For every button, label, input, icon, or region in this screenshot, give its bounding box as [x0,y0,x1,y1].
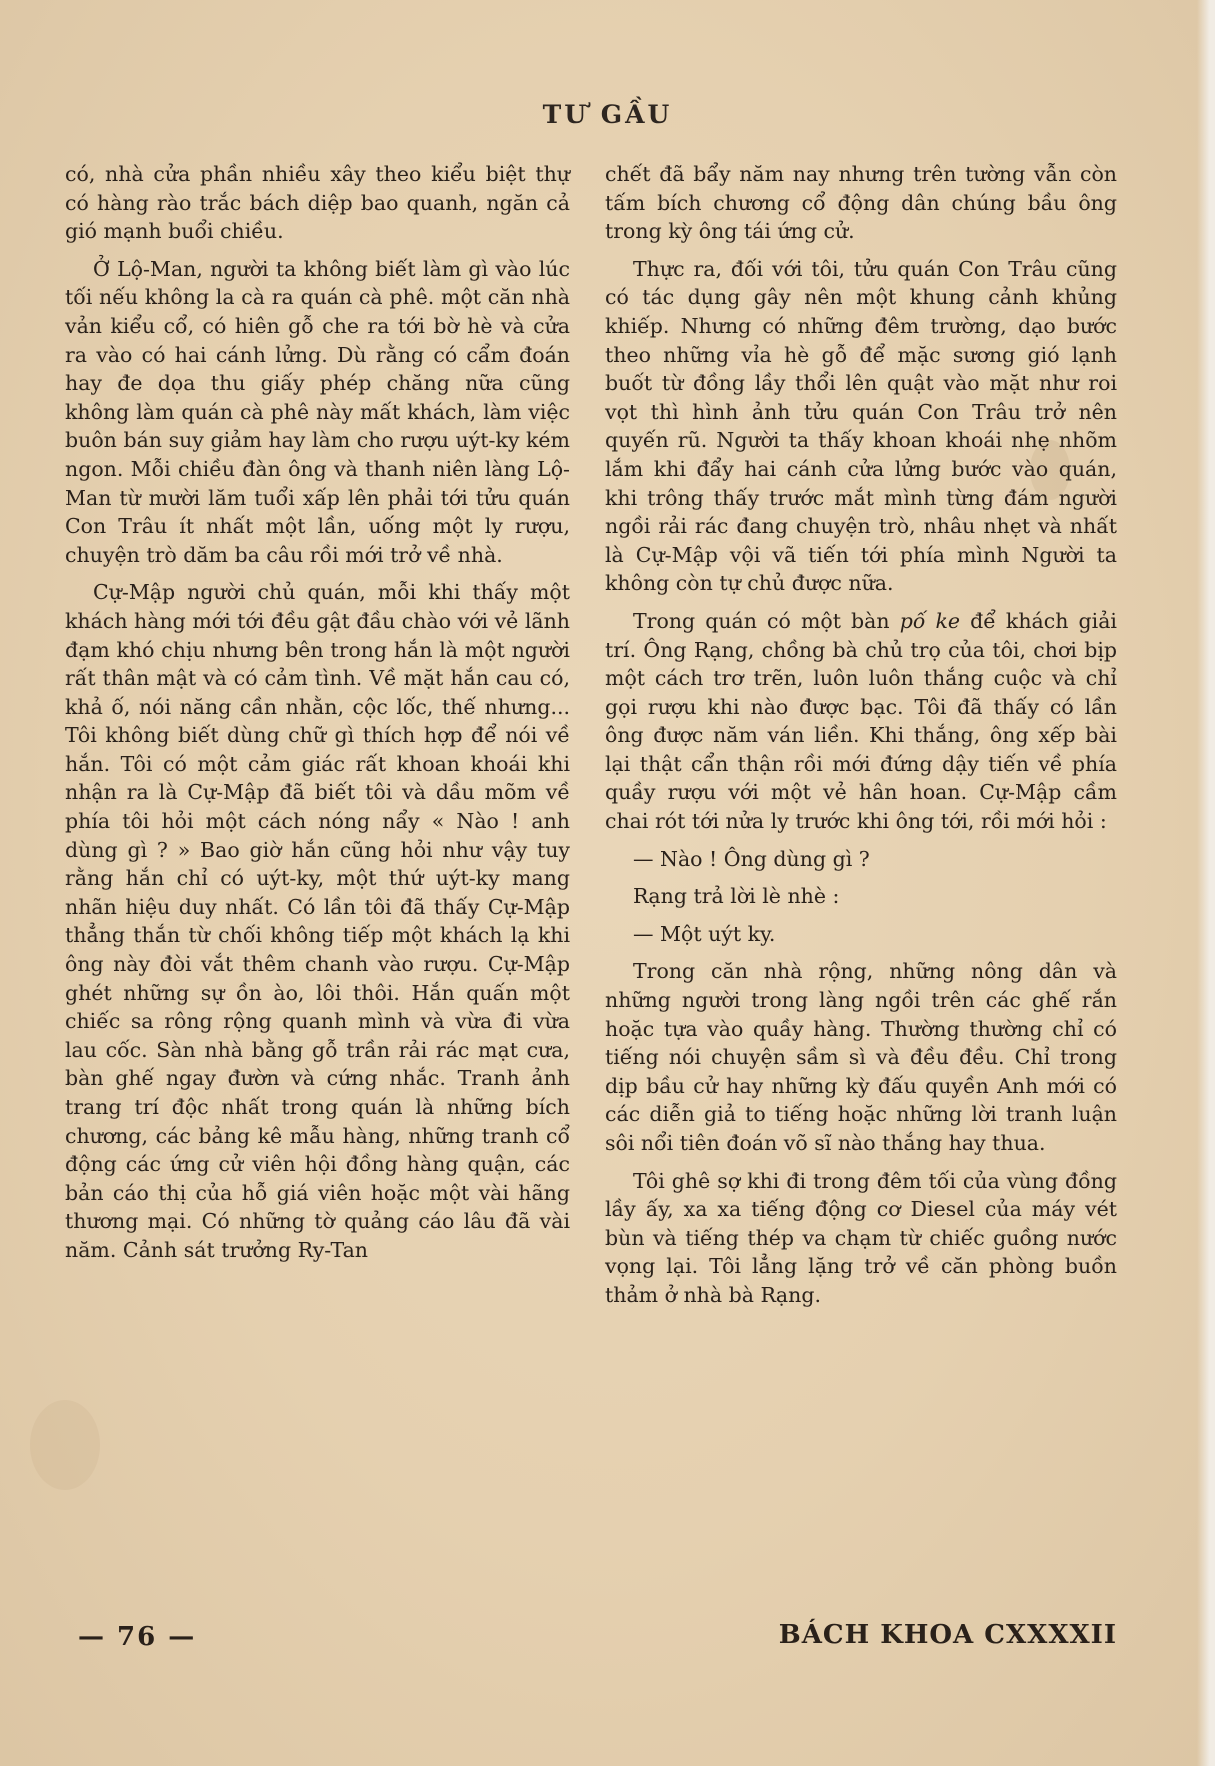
paragraph: Thực ra, đối với tôi, tửu quán Con Trâu cũng có tác dụng gây nên một khung cảnh khủng khiếp. Nhưng có những đêm trường, dạo bước theo những vỉa hè gỗ để mặc sương gió lạnh buốt từ đồng lầy thổi lên quật vào mặt như roi vọt thì hình ảnh tửu quán Con Trâu trở nên quyến rũ. Người ta thấy khoan khoái nhẹ nhõm lắm khi đẩy hai cánh cửa lửng bước vào quán, khi trông thấy trước mắt mình từng đám người ngồi rải rác đang chuyện trò, nhâu nhẹt và nhất là Cự-Mập vội vã tiến tới phía mình Người ta không còn tự chủ được nữa. [605,256,1117,596]
right-column [605,160,1117,1319]
paragraph: Tôi ghê sợ khi đi trong đêm tối của vùng đồng lầy ấy, xa xa tiếng động cơ Diesel của máy vét bùn và tiếng thép va chạm từ chiếc guồng nước vọng lại. Tôi lẳng lặng trở về căn phòng buồn thảm ở nhà bà Rạng. [605,1168,1117,1307]
paragraph: chết đã bẩy năm nay nhưng trên tường vẫn còn tấm bích chương cổ động dân chúng bầu ông trong kỳ ông tái ứng cử. [605,162,1117,244]
dialogue-line: Rạng trả lời lè nhè : [633,884,840,909]
magazine-issue: BÁCH KHOA CXXXXII [778,1620,1117,1650]
left-column [65,160,570,1274]
italic-term: pố ke [899,608,961,633]
running-header: TƯ GẦU [542,100,673,129]
paragraph: có, nhà cửa phần nhiều xây theo kiểu biệt thự có hàng rào trắc bách diệp bao quanh, ngăn cả gió mạnh buổi chiều. [65,162,570,244]
page-edge [1197,0,1215,1766]
dialogue-line: — Nào ! Ông dùng gì ? [633,846,870,871]
paragraph: Ở Lộ-Man, người ta không biết làm gì vào lúc tối nếu không la cà ra quán cà phê. một căn nhà vản kiểu cổ, có hiên gỗ che ra tới bờ hè và cửa ra vào có hai cánh lửng. Dù rằng có cẩm đoán hay đe dọa thu giấy phép chăng nữa cũng không làm quán cà phê này mất khách, làm việc buôn bán suy giảm hay làm cho rượu uýt-ky kém ngon. Mỗi chiều đàn ông và thanh niên làng Lộ-Man từ mười lăm tuổi xấp lên phải tới tửu quán Con Trâu ít nhất một lần, uống một ly rượu, chuyện trò dăm ba câu rồi mới trở về nhà. [65,256,570,567]
text-run: Trong quán có một bàn [633,608,890,633]
text-run: để khách giải trí. Ông Rạng, chồng bà chủ trọ của tôi, chơi bịp một cách trơ trẽn, luôn luôn thắng cuộc và chỉ gọi rượu khi nào được bạc. Tôi đã thấy có lần ông được năm ván liền. Khi thắng, ông xếp bài lại thật cẩn thận rồi mới đứng dậy tiến về phía quầy rượu với một vẻ hân hoan. Cự-Mập cầm chai rót tới nửa ly trước khi ông tới, rồi mới hỏi : [605,608,1117,834]
paragraph [605,607,1117,836]
paragraph: Trong căn nhà rộng, những nông dân và những người trong làng ngồi trên các ghế rắn hoặc tựa vào quầy hàng. Thường thường chỉ có tiếng nói chuyện sầm sì và đều đều. Chỉ trong dịp bầu cử hay những kỳ đấu quyền Anh mới có các diễn giả to tiếng hoặc những lời tranh luận sôi nổi tiên đoán võ sĩ nào thắng hay thua. [605,959,1117,1155]
paper-stain [30,1400,100,1490]
paragraph: Cự-Mập người chủ quán, mỗi khi thấy một khách hàng mới tới đều gật đầu chào với vẻ lãnh đạm khó chịu nhưng bên trong hắn là một người rất thân mật và có cảm tình. Về mặt hắn cau có, khả ố, nói năng cần nhằn, cộc lốc, thế nhưng... Tôi không biết dùng chữ gì thích hợp để nói về hắn. Tôi có một cảm giác rất khoan khoái khi nhận ra là Cự-Mập đã biết tôi và dầu mõm về phía tôi hỏi một cách nóng nẩy « Nào ! anh dùng gì ? » Bao giờ hắn cũng hỏi như vậy tuy rằng hắn chỉ có uýt-ky, một thứ uýt-ky mang nhãn hiệu duy nhất. Có lần tôi đã thấy Cự-Mập thẳng thắn từ chối không tiếp một khách lạ khi ông này đòi vắt thêm chanh vào rượu. Cự-Mập ghét những sự ồn ào, lôi thôi. Hắn quấn một chiếc sa rông rộng quanh mình và vừa đi vừa lau cốc. Sàn nhà bằng gỗ trần rải rác mạt cưa, bàn ghế ngay đườn và cứng nhắc. Tranh ảnh trang trí độc nhất trong quán là những bích chương, các bảng kê mẫu hàng, những tranh cổ động các ứng cử viên hội đồng hàng quận, các bản cáo thị của hỗ giá viên hoặc một vài hãng thương mại. Có những tờ quảng cáo lâu đã vài năm. Cảnh sát trưởng Ry-Tan [65,580,570,1262]
dialogue-line: — Một uýt ky. [633,921,776,946]
page-number: — 76 — [78,1622,197,1652]
